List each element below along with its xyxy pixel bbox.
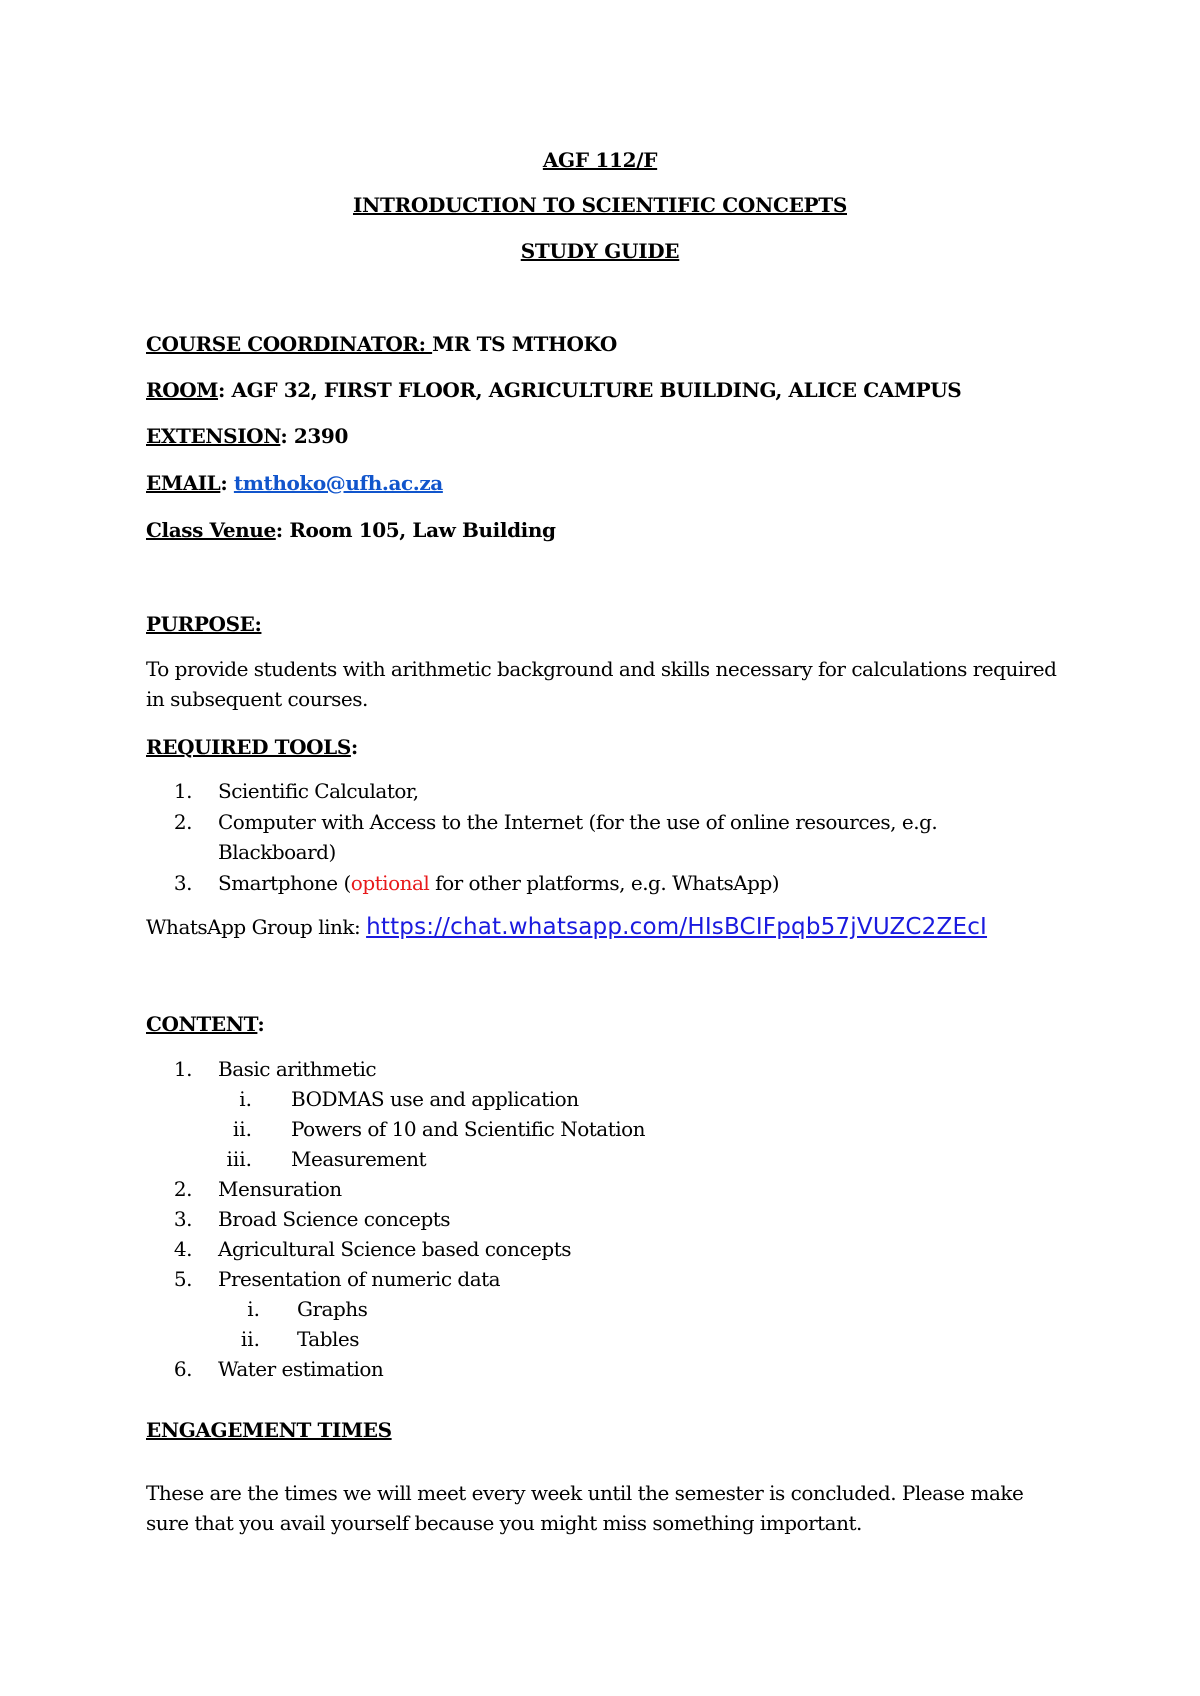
sublist-item-number: i.	[239, 1087, 252, 1111]
coordinator-line	[146, 332, 617, 356]
sublist-item-text: Powers of 10 and Scientific Notation	[291, 1117, 646, 1141]
sublist-item-text: BODMAS use and application	[291, 1087, 579, 1111]
email-line	[146, 471, 443, 495]
sublist-item-number: iii.	[226, 1147, 252, 1171]
class-venue-label: Class Venue	[146, 518, 276, 542]
list-item-text: Water estimation	[218, 1357, 384, 1381]
list-item-text: Basic arithmetic	[218, 1057, 377, 1081]
smartphone-text-after: for other platforms, e.g. WhatsApp)	[429, 871, 780, 895]
email-label: EMAIL	[146, 471, 221, 495]
content-heading	[146, 1012, 264, 1036]
room-line	[146, 378, 961, 402]
list-item-number: 1.	[173, 779, 192, 803]
list-item-number: 6.	[173, 1357, 192, 1381]
document-type: STUDY GUIDE	[520, 239, 680, 263]
content-heading-text: CONTENT	[146, 1012, 258, 1036]
list-item-text-continued: Blackboard)	[218, 840, 336, 864]
list-item	[146, 1267, 192, 1291]
list-item-number: 3.	[173, 871, 192, 895]
room-value: : AGF 32, FIRST FLOOR, AGRICULTURE BUILDING, ALICE CAMPUS	[218, 378, 962, 402]
extension-line	[146, 424, 348, 448]
list-item-number: 4.	[173, 1237, 192, 1261]
sublist-item-number: ii.	[240, 1327, 260, 1351]
sublist-item-text: Measurement	[291, 1147, 426, 1171]
required-tools-heading	[146, 735, 358, 759]
list-item	[146, 1207, 192, 1231]
list-item-text: Mensuration	[218, 1177, 342, 1201]
list-item-number: 3.	[173, 1207, 192, 1231]
coordinator-value: MR TS MTHOKO	[432, 332, 617, 356]
whatsapp-group-link[interactable]: https://chat.whatsapp.com/HIsBCIFpqb57jVUZC2ZEcI	[366, 914, 988, 940]
list-item	[146, 1357, 192, 1381]
purpose-heading: PURPOSE:	[146, 612, 262, 636]
email-separator: :	[220, 471, 234, 495]
coordinator-label: COURSE COORDINATOR:	[146, 332, 433, 356]
list-item-text: Agricultural Science based concepts	[218, 1237, 571, 1261]
required-tools-heading-colon: :	[350, 735, 358, 759]
optional-word: optional	[350, 871, 430, 895]
engagement-times-text: These are the times we will meet every week until the semester is concluded. Please make sure that you avail yourself because you might miss something important.	[146, 1481, 1024, 1535]
email-link[interactable]: tmthoko@ufh.ac.za	[233, 471, 443, 495]
whatsapp-line	[146, 914, 987, 940]
purpose-text: To provide students with arithmetic background and skills necessary for calculations required in subsequent courses.	[146, 657, 1057, 711]
smartphone-text-before: Smartphone (	[218, 871, 351, 895]
list-item-number: 2.	[173, 1177, 192, 1201]
list-item-text: Scientific Calculator,	[218, 779, 419, 803]
list-item-text: Computer with Access to the Internet (for the use of online resources, e.g.	[218, 810, 938, 834]
required-tools-heading-text: REQUIRED TOOLS	[146, 735, 351, 759]
extension-value: : 2390	[280, 424, 348, 448]
sublist-item-number: i.	[247, 1297, 260, 1321]
list-item-number: 2.	[173, 810, 192, 834]
class-venue-line	[146, 518, 556, 542]
sublist-item-text: Tables	[297, 1327, 360, 1351]
class-venue-value: : Room 105, Law Building	[275, 518, 556, 542]
extension-label: EXTENSION	[146, 424, 281, 448]
list-item	[146, 1057, 192, 1081]
list-item	[146, 1237, 192, 1261]
sublist-item-number: ii.	[232, 1117, 252, 1141]
list-item-text: Broad Science concepts	[218, 1207, 451, 1231]
list-item-number: 5.	[173, 1267, 192, 1291]
room-label: ROOM	[146, 378, 219, 402]
list-item-number: 1.	[173, 1057, 192, 1081]
sublist-item-text: Graphs	[297, 1297, 368, 1321]
list-item-text	[218, 871, 779, 895]
content-heading-colon: :	[257, 1012, 265, 1036]
list-item	[146, 871, 192, 895]
course-code: AGF 112/F	[542, 148, 658, 172]
course-title: INTRODUCTION TO SCIENTIFIC CONCEPTS	[352, 193, 847, 217]
engagement-times-heading: ENGAGEMENT TIMES	[146, 1418, 392, 1442]
list-item	[146, 810, 192, 834]
list-item-text: Presentation of numeric data	[218, 1267, 501, 1291]
list-item	[146, 779, 192, 803]
list-item	[146, 1177, 192, 1201]
whatsapp-label: WhatsApp Group link:	[146, 915, 367, 939]
